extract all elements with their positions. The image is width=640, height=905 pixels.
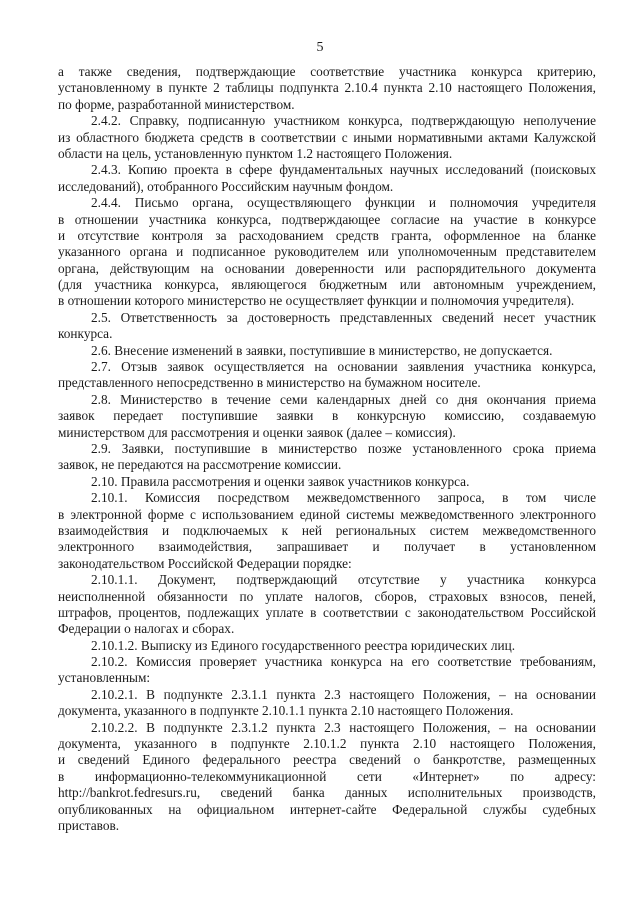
text-line: штрафов, процентов, подлежащих уплате в соответствии с законодательством Российской (58, 604, 596, 620)
text-line: приставов. (58, 817, 120, 833)
text-line: (для участника конкурса, являющегося бюджетным или автономным учреждением, (58, 277, 596, 293)
text-line: в информационно-телекоммуникационной сети «Интернет» по адресу: (58, 768, 596, 784)
text-line: исследований), отобранного Российским научным фондом. (58, 178, 394, 194)
text-line: в электронной форме с использованием единой системы межведомственного электронного (58, 506, 596, 522)
text-line: области на цель, установленную пунктом 1.2 настоящего Положения. (58, 145, 453, 161)
text-line: конкурса. (58, 326, 113, 342)
text-line: 2.4.2. Справку, подписанную участником конкурса, подтверждающую неполучение (91, 113, 596, 129)
text-line: указанного органа и подписанное руководителем или уполномоченным представителем (58, 244, 596, 260)
text-line: 2.7. Отзыв заявок осуществляется на основании заявления участника конкурса, (91, 359, 596, 375)
text-line: и отсутствие контроля за расходованием средств гранта, оформленное на бланке (58, 227, 596, 243)
text-line: заявок передает поступившие заявки в конкурсную комиссию, создаваемую (58, 408, 596, 424)
text-line: 2.8. Министерство в течение семи календарных дней со дня окончания приема (91, 391, 596, 407)
text-line: в отношении которого министерство не осуществляет функции и полномочия учредителя). (58, 293, 575, 309)
text-line: 2.10.2. Комиссия проверяет участника конкурса на его соответствие требованиям, (91, 654, 596, 670)
text-line: 2.10.2.1. В подпункте 2.3.1.1 пункта 2.3 настоящего Положения, – на основании (91, 686, 596, 702)
text-line: 2.10. Правила рассмотрения и оценки заявок участников конкурса. (91, 473, 470, 489)
text-line: 2.9. Заявки, поступившие в министерство позже установленного срока приема (91, 440, 596, 456)
text-line: по форме, разработанной министерством. (58, 96, 295, 112)
text-line: Федерации о налогах и сборах. (58, 621, 235, 637)
text-line: 2.4.4. Письмо органа, осуществляющего функции и полномочия учредителя (91, 195, 596, 211)
text-line: установленным: (58, 670, 151, 686)
text-line: http://bankrot.fedresurs.ru, сведений банка данных исполнительных производств, (58, 785, 596, 801)
page-number: 5 (316, 40, 324, 55)
text-line: документа, указанного в подпункте 2.10.1.1 пункта 2.10 настоящего Положения. (58, 703, 514, 719)
text-line: 2.10.1. Комиссия посредством межведомственного запроса, в том числе (91, 490, 596, 506)
text-line: опубликованных на официальном интернет-сайте Федеральной службы судебных (58, 801, 596, 817)
text-line: 2.4.3. Копию проекта в сфере фундаментальных научных исследований (поисковых (91, 162, 596, 178)
text-line: в отношении участника конкурса, подтверждающее согласие на участие в конкурсе (58, 211, 596, 227)
text-line: 2.6. Внесение изменений в заявки, поступившие в министерство, не допускается. (91, 342, 553, 358)
text-line: взаимодействия и подключаемых к ней региональных систем межведомственного (58, 522, 596, 538)
text-line: органа, действующим на основании доверенности или распорядительного документа (58, 260, 596, 276)
text-line: из областного бюджета средств в соответствии с иными нормативными актами Калужской (58, 129, 596, 145)
text-line: представленного непосредственно в министерство на бумажном носителе. (58, 375, 481, 391)
text-line: 2.5. Ответственность за достоверность представленных сведений несет участник (91, 309, 596, 325)
text-line: законодательством Российской Федерации порядке: (58, 555, 352, 571)
text-line: неисполненной обязанности по уплате налогов, сборов, страховых взносов, пеней, (58, 588, 596, 604)
text-line: заявок, не передаются на рассмотрение комиссии. (58, 457, 342, 473)
text-line: установленному в пункте 2 таблицы подпункта 2.10.4 пункта 2.10 настоящего Положения, (58, 80, 596, 96)
document-body (58, 64, 596, 834)
text-line: документа, указанного в подпункте 2.10.1.2 пункта 2.10 настоящего Положения, (58, 736, 596, 752)
text-line: 2.10.1.2. Выписку из Единого государственного реестра юридических лиц. (91, 637, 516, 653)
text-line: 2.10.1.1. Документ, подтверждающий отсутствие у участника конкурса (91, 572, 596, 588)
text-line: министерством для рассмотрения и оценки заявок (далее – комиссия). (58, 424, 456, 440)
text-line: и сведений Единого федерального реестра сведений о банкротстве, размещенных (58, 752, 596, 768)
text-line: 2.10.2.2. В подпункте 2.3.1.2 пункта 2.3 настоящего Положения, – на основании (91, 719, 596, 735)
text-line: электронного взаимодействия, запрашивает и получает в установленном (58, 539, 596, 555)
text-line: а также сведения, подтверждающие соответствие участника конкурса критерию, (58, 64, 596, 79)
